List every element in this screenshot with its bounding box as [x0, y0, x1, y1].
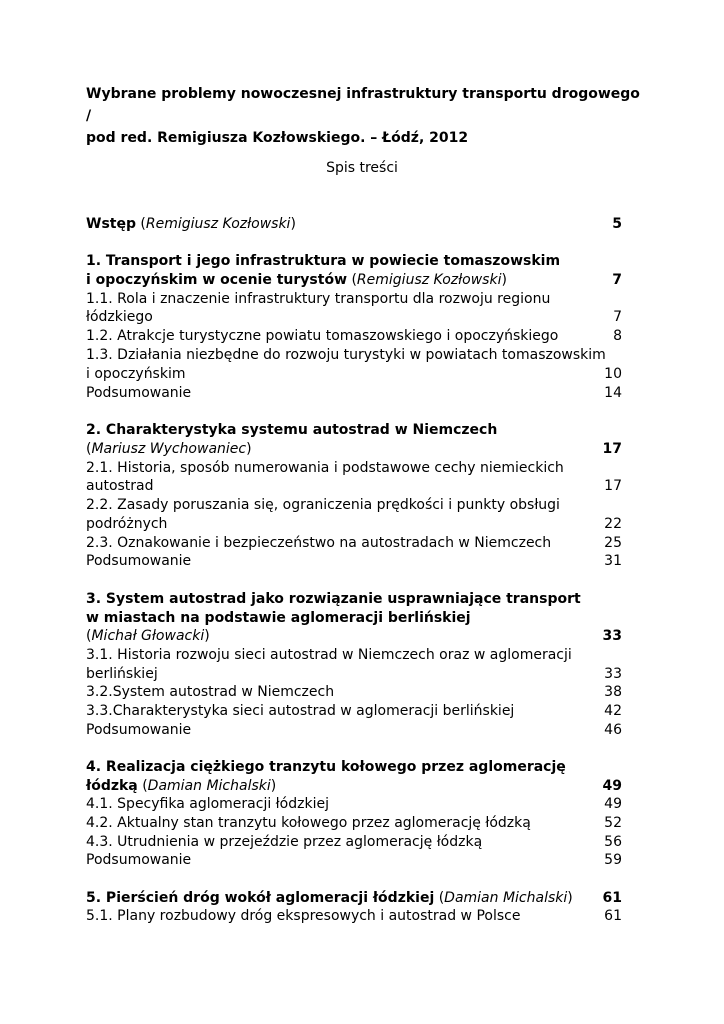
toc-section-title: 4.1. Specyfika aglomeracji łódzkiej — [86, 796, 329, 812]
toc-section-page: 61 — [604, 908, 622, 924]
toc-section-4-3 — [86, 833, 622, 852]
toc-entry-page: 5 — [612, 216, 622, 232]
toc-chapter-1-summary — [86, 384, 622, 403]
toc-section-page: 10 — [604, 366, 622, 382]
toc-section-3-1-line-1 — [86, 646, 622, 665]
toc-chapter-4-summary — [86, 851, 622, 870]
toc-chapter-page: 33 — [602, 628, 622, 644]
toc-chapter-title: 5. Pierścień dróg wokół aglomeracji łódzkiej — [86, 890, 435, 906]
document-title — [86, 83, 646, 149]
toc-section-3-3 — [86, 702, 622, 721]
toc-chapter-2-summary — [86, 552, 622, 571]
toc-section-title: Podsumowanie — [86, 553, 192, 569]
toc-chapter-author: Damian Michalski — [444, 890, 568, 906]
toc-chapter-title: 3. System autostrad jako rozwiązanie usprawniające transport — [86, 591, 581, 607]
toc-section-title: 3.1. Historia rozwoju sieci autostrad w Niemczech oraz w aglomeracji — [86, 647, 572, 663]
toc-section-2-2-line-1 — [86, 496, 622, 515]
toc-chapter-3-summary — [86, 721, 622, 740]
toc-section-page: 14 — [604, 385, 622, 401]
toc-chapter-page: 49 — [602, 778, 622, 794]
toc-section-2-1-line-2 — [86, 477, 622, 496]
toc-section-page: 46 — [604, 722, 622, 738]
toc-section-page: 38 — [604, 684, 622, 700]
toc-chapter-page: 7 — [612, 272, 622, 288]
toc-section-title: 4.3. Utrudnienia w przejeździe przez aglomerację łódzką — [86, 834, 483, 850]
toc-section-4-1 — [86, 795, 622, 814]
toc-section-1-2 — [86, 327, 622, 346]
toc-chapter-3-line-2 — [86, 609, 622, 628]
toc-section-page: 25 — [604, 535, 622, 551]
toc-section-title: 5.1. Plany rozbudowy dróg ekspresowych i autostrad w Polsce — [86, 908, 521, 924]
toc-section-page: 8 — [613, 328, 622, 344]
toc-section-1-1-line-1 — [86, 290, 622, 309]
toc-chapter-page: 61 — [602, 890, 622, 906]
toc-chapter-page: 17 — [602, 441, 622, 457]
toc-section-title: Podsumowanie — [86, 385, 192, 401]
toc-chapter-title: łódzką — [86, 778, 138, 794]
toc-section-title: 3.3.Charakterystyka sieci autostrad w aglomeracji berlińskiej — [86, 703, 515, 719]
toc-chapter-5-line-1: 5. Pierścień dróg wokół aglomeracji łódzkiej (Damian Michalski) 61 — [86, 890, 622, 906]
toc-entry-label: Wstęp — [86, 216, 136, 232]
toc-chapter-author: Remigiusz Kozłowski — [356, 272, 502, 288]
toc-entry-wstep: Wstęp (Remigiusz Kozłowski) 5 — [86, 216, 622, 232]
toc-section-2-2-line-2 — [86, 515, 622, 534]
toc-chapter-author: Mariusz Wychowaniec — [91, 441, 247, 457]
toc-section-page: 42 — [604, 703, 622, 719]
toc-section-1-1-line-2 — [86, 308, 622, 327]
toc-chapter-title: 1. Transport i jego infrastruktura w powiecie tomaszowskim — [86, 253, 561, 269]
toc-section-page: 31 — [604, 553, 622, 569]
toc-section-page: 49 — [604, 796, 622, 812]
document-title-line-1: Wybrane problemy nowoczesnej infrastruktury transportu drogowego / — [86, 86, 640, 124]
toc-chapter-title: 2. Charakterystyka systemu autostrad w Niemczech — [86, 422, 498, 438]
toc-section-title: łódzkiego — [86, 309, 153, 325]
document-title-line-2: pod red. Remigiusza Kozłowskiego. – Łódź, 2012 — [86, 130, 469, 146]
toc-section-title: 2.2. Zasady poruszania się, ograniczenia prędkości i punkty obsługi — [86, 497, 560, 513]
toc-section-title: berlińskiej — [86, 666, 158, 682]
toc-section-3-1-line-2 — [86, 665, 622, 684]
toc-section-title: 3.2.System autostrad w Niemczech — [86, 684, 335, 700]
toc-chapter-4-line-1 — [86, 758, 622, 777]
toc-section-title: 2.3. Oznakowanie i bezpieczeństwo na autostradach w Niemczech — [86, 535, 552, 551]
toc-section-title: Podsumowanie — [86, 722, 192, 738]
toc-section-page: 17 — [604, 478, 622, 494]
toc-chapter-title: w miastach na podstawie aglomeracji berlińskiej — [86, 610, 471, 626]
toc-section-4-2 — [86, 814, 622, 833]
toc-section-title: autostrad — [86, 478, 154, 494]
toc-section-3-2 — [86, 683, 622, 702]
toc-chapter-1-line-2: i opoczyńskim w ocenie turystów (Remigiusz Kozłowski) 7 — [86, 272, 622, 288]
toc-section-5-1 — [86, 907, 622, 926]
toc-section-page: 7 — [613, 309, 622, 325]
toc-section-page: 56 — [604, 834, 622, 850]
toc-section-page: 52 — [604, 815, 622, 831]
toc-section-title: 1.3. Działania niezbędne do rozwoju turystyki w powiatach tomaszowskim — [86, 347, 606, 363]
toc-section-page: 59 — [604, 852, 622, 868]
toc-chapter-2-line-1 — [86, 421, 622, 440]
toc-chapter-2-line-2: (Mariusz Wychowaniec) 17 — [86, 441, 622, 457]
toc-entry-author: Remigiusz Kozłowski — [145, 216, 291, 232]
toc-section-1-3-line-1 — [86, 346, 622, 365]
toc-chapter-3-line-1 — [86, 590, 622, 609]
toc-heading: Spis treści — [326, 160, 398, 176]
toc-chapter-4-line-2: łódzką (Damian Michalski) 49 — [86, 778, 622, 794]
toc-section-title: 1.1. Rola i znaczenie infrastruktury transportu dla rozwoju regionu — [86, 291, 551, 307]
toc-section-title: 4.2. Aktualny stan tranzytu kołowego przez aglomerację łódzką — [86, 815, 531, 831]
toc-section-title: Podsumowanie — [86, 852, 192, 868]
toc-chapter-title: 4. Realizacja ciężkiego tranzytu kołowego przez aglomerację — [86, 759, 566, 775]
toc-section-title: i opoczyńskim — [86, 366, 186, 382]
toc-chapter-1-line-1 — [86, 252, 622, 271]
toc-section-title: podróżnych — [86, 516, 168, 532]
toc-section-2-3 — [86, 534, 622, 553]
toc-chapter-author: Michał Głowacki — [91, 628, 205, 644]
toc-section-title: 2.1. Historia, sposób numerowania i podstawowe cechy niemieckich — [86, 460, 564, 476]
toc-section-1-3-line-2 — [86, 365, 622, 384]
toc-chapter-title: i opoczyńskim w ocenie turystów — [86, 272, 347, 288]
toc-section-page: 22 — [604, 516, 622, 532]
toc-section-title: 1.2. Atrakcje turystyczne powiatu tomaszowskiego i opoczyńskiego — [86, 328, 559, 344]
toc-section-2-1-line-1 — [86, 459, 622, 478]
toc-section-page: 33 — [604, 666, 622, 682]
toc-chapter-3-line-3: (Michał Głowacki) 33 — [86, 628, 622, 644]
toc-chapter-author: Damian Michalski — [147, 778, 271, 794]
